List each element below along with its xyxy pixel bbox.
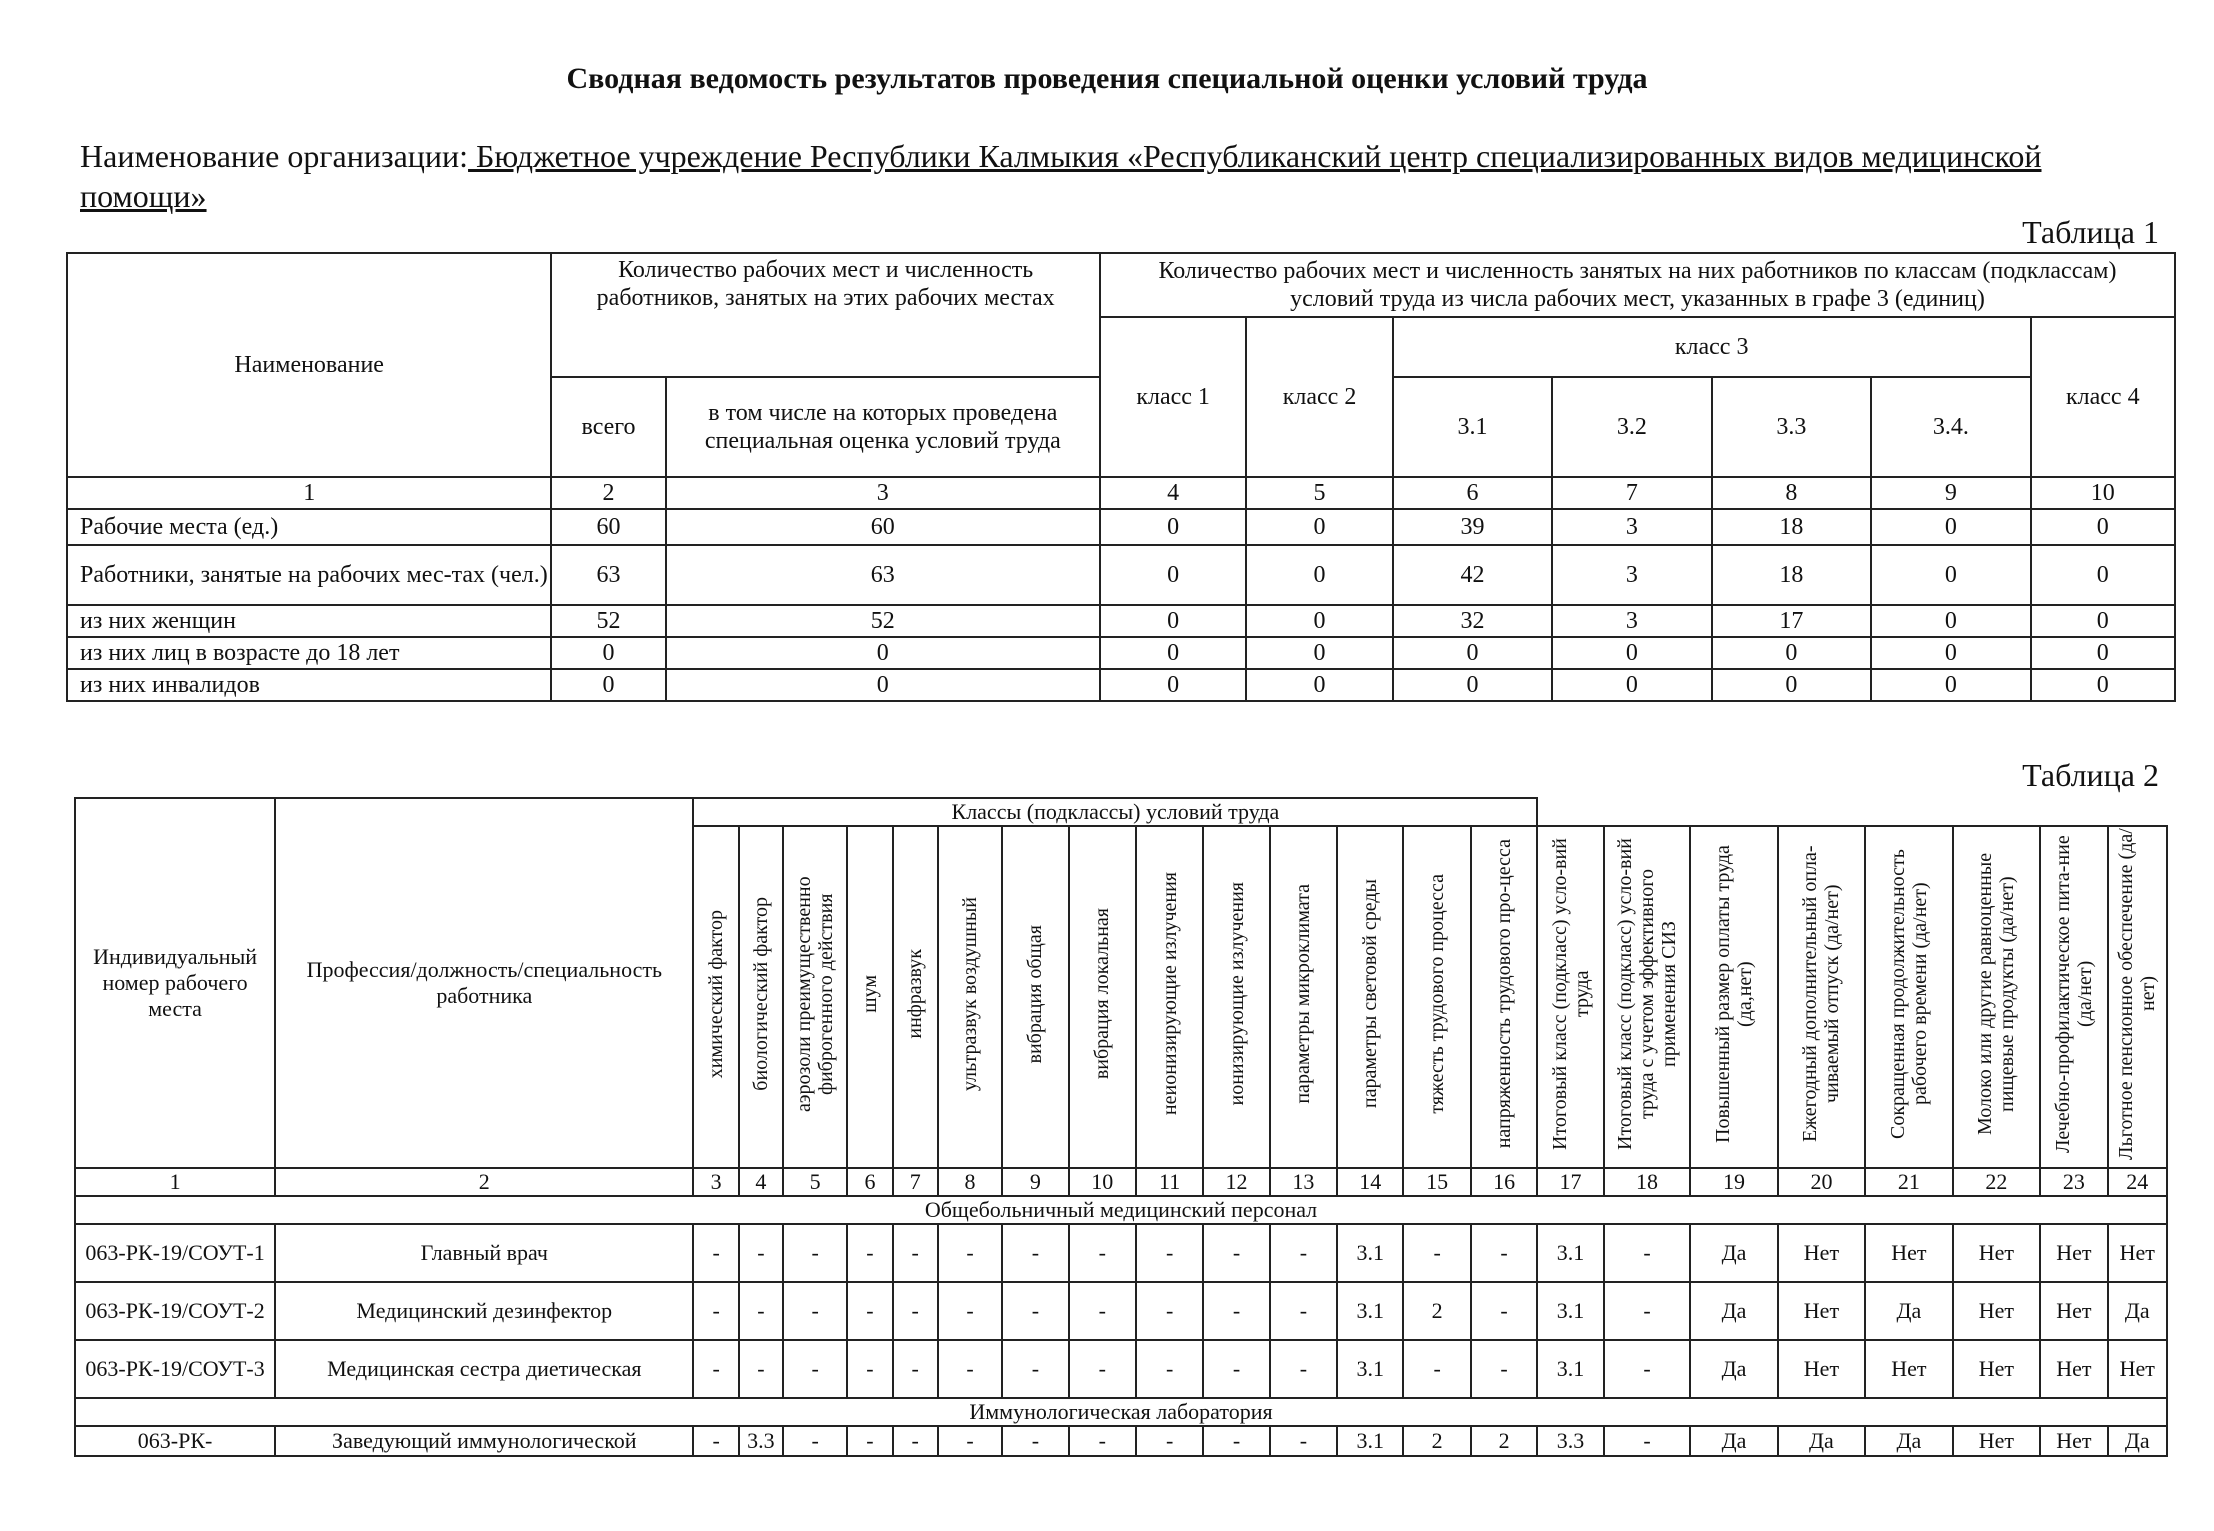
t1-row-label: из них женщин	[67, 605, 551, 637]
table2	[74, 797, 2168, 1457]
t1-cell: 0	[1871, 605, 2030, 637]
t1-header-3-2: 3.2	[1552, 377, 1711, 477]
t2-vertical-header-text: Повышенный размер оплаты труда (да,нет)	[1711, 845, 1756, 1143]
t1-cell: 0	[1100, 637, 1246, 669]
t2-column-number: 7	[893, 1168, 938, 1196]
t2-cell: Да	[2108, 1426, 2167, 1456]
t2-vertical-header	[1337, 826, 1403, 1168]
t2-column-number: 10	[1069, 1168, 1136, 1196]
t1-cell: 0	[2031, 669, 2175, 701]
t2-cell: Нет	[2040, 1282, 2107, 1340]
t2-cell: Да	[1690, 1224, 1777, 1282]
t2-vertical-header-text: Итоговый класс (подкласс) усло-вий труда	[1548, 838, 1593, 1150]
t2-cell: -	[1471, 1224, 1538, 1282]
t2-cell: Да	[1690, 1340, 1777, 1398]
t2-vertical-header-text: Льготное пенсионное обеспечение (да/нет)	[2115, 828, 2160, 1160]
t2-cell: Нет	[1778, 1224, 1865, 1282]
t2-cell: -	[1069, 1224, 1136, 1282]
t2-vertical-header	[1002, 826, 1068, 1168]
t2-cell: 2	[1471, 1426, 1538, 1456]
t2-cell: Нет	[1865, 1340, 1952, 1398]
t1-header-quantity: Количество рабочих мест и численность работников, занятых на этих рабочих местах	[551, 253, 1100, 377]
t2-vertical-header-text: химический фактор	[705, 909, 728, 1079]
t2-vertical-header	[938, 826, 1002, 1168]
t2-vertical-header	[1865, 826, 1952, 1168]
t2-column-number: 20	[1778, 1168, 1865, 1196]
t1-cell: 0	[1246, 545, 1392, 605]
t1-cell: 0	[1871, 509, 2030, 545]
t2-cell: -	[783, 1224, 847, 1282]
t1-cell: 0	[551, 637, 665, 669]
t2-cell: -	[938, 1426, 1002, 1456]
t2-cell: Нет	[1953, 1340, 2040, 1398]
t2-cell: 3.1	[1337, 1224, 1403, 1282]
t2-vertical-header-text: Лечебно-профилактическое пита-ние (да/нет)	[2051, 835, 2096, 1153]
t1-cell: 60	[666, 509, 1100, 545]
t2-column-number: 22	[1953, 1168, 2040, 1196]
t1-cell: 0	[1552, 637, 1711, 669]
t2-vertical-header	[1537, 826, 1603, 1168]
t2-cell: -	[783, 1426, 847, 1456]
t2-column-number: 16	[1471, 1168, 1538, 1196]
t1-cell: 18	[1712, 545, 1871, 605]
t2-cell: -	[1069, 1426, 1136, 1456]
t2-cell: -	[1604, 1340, 1690, 1398]
t2-cell: Нет	[1778, 1282, 1865, 1340]
t2-vertical-header	[2040, 826, 2107, 1168]
t2-cell: -	[1471, 1340, 1538, 1398]
t2-cell: -	[893, 1282, 938, 1340]
t2-vertical-header	[1069, 826, 1136, 1168]
t2-cell: 3.3	[1537, 1426, 1603, 1456]
t1-cell: 3	[1552, 509, 1711, 545]
t2-column-number: 6	[847, 1168, 892, 1196]
t1-cell: 0	[1246, 605, 1392, 637]
t1-cell: 0	[1871, 545, 2030, 605]
t2-cell: 3.1	[1337, 1282, 1403, 1340]
t2-cell: -	[847, 1282, 892, 1340]
t2-vertical-header	[1203, 826, 1269, 1168]
t2-cell: -	[739, 1224, 783, 1282]
t1-cell: 0	[2031, 605, 2175, 637]
t2-vertical-header-text: неионизирующие излучения	[1158, 872, 1181, 1116]
organization-label: Наименование организации:	[80, 138, 469, 174]
t2-cell: -	[1002, 1224, 1068, 1282]
t2-cell: -	[783, 1340, 847, 1398]
t1-header-class4: класс 4	[2031, 317, 2175, 477]
t2-cell: -	[1069, 1340, 1136, 1398]
t2-cell: Нет	[2108, 1224, 2167, 1282]
t2-cell: -	[1604, 1282, 1690, 1340]
t2-cell: -	[1270, 1340, 1337, 1398]
t2-header-id: Индивидуальный номер рабочего места	[75, 798, 275, 1168]
t2-cell: -	[693, 1282, 738, 1340]
t2-cell: -	[938, 1224, 1002, 1282]
t1-cell: 0	[1100, 545, 1246, 605]
t2-column-number: 9	[1002, 1168, 1068, 1196]
t1-column-number: 7	[1552, 477, 1711, 509]
t2-cell: Нет	[2040, 1426, 2107, 1456]
t2-cell: Да	[2108, 1282, 2167, 1340]
t2-cell: -	[693, 1224, 738, 1282]
t2-vertical-header	[1403, 826, 1470, 1168]
t2-cell: -	[739, 1282, 783, 1340]
t2-section-row	[75, 1398, 2167, 1426]
t2-row	[75, 1426, 2167, 1456]
t2-section-row	[75, 1196, 2167, 1224]
t1-row-label: из них лиц в возрасте до 18 лет	[67, 637, 551, 669]
t2-cell: -	[1002, 1340, 1068, 1398]
t1-row-label: из них инвалидов	[67, 669, 551, 701]
t2-column-number: 4	[739, 1168, 783, 1196]
t2-cell: -	[1270, 1426, 1337, 1456]
t2-cell: -	[847, 1426, 892, 1456]
t2-cell: -	[893, 1426, 938, 1456]
t1-row-label: Рабочие места (ед.)	[67, 509, 551, 545]
t2-cell: -	[1203, 1224, 1269, 1282]
t1-header-class3: класс 3	[1393, 317, 2031, 377]
t2-vertical-header-text: Сокращенная продолжительность рабочего времени (да/нет)	[1886, 849, 1931, 1139]
t2-cell: -	[693, 1426, 738, 1456]
t2-vertical-header-text: ультразвук воздушный	[959, 897, 982, 1091]
t1-cell: 0	[2031, 509, 2175, 545]
t2-cell: -	[693, 1340, 738, 1398]
t2-cell: -	[739, 1340, 783, 1398]
t1-row	[67, 669, 2175, 701]
t2-cell: -	[1136, 1224, 1203, 1282]
t1-row-label: Работники, занятые на рабочих мес-тах (чел.)	[67, 545, 551, 605]
t2-cell: -	[1604, 1224, 1690, 1282]
t1-cell: 0	[1712, 637, 1871, 669]
t1-column-number: 1	[67, 477, 551, 509]
t2-workplace-id: 063-РК-19/СОУТ-2	[75, 1282, 275, 1340]
t2-workplace-id: 063-РК-19/СОУТ-1	[75, 1224, 275, 1282]
t2-column-number: 17	[1537, 1168, 1603, 1196]
t2-vertical-header	[693, 826, 738, 1168]
t2-column-number: 19	[1690, 1168, 1777, 1196]
t1-cell: 0	[1246, 637, 1392, 669]
t1-header-classes: Количество рабочих мест и численность занятых на них работников по классам (подклассам) условий труда из числа рабочих мест, указанных в графе 3 (единиц)	[1100, 253, 2175, 317]
t2-vertical-header	[1471, 826, 1538, 1168]
t2-cell: 2	[1403, 1282, 1470, 1340]
t2-column-number: 3	[693, 1168, 738, 1196]
t1-column-number: 4	[1100, 477, 1246, 509]
t2-cell: -	[893, 1224, 938, 1282]
t1-header-class1: класс 1	[1100, 317, 1246, 477]
t1-header-sout: в том числе на которых проведена специальная оценка условий труда	[666, 377, 1100, 477]
organization-line	[80, 136, 2140, 216]
t2-cell: Нет	[1953, 1224, 2040, 1282]
t1-cell: 0	[1246, 509, 1392, 545]
t2-cell: 3.3	[739, 1426, 783, 1456]
t2-cell: Да	[1690, 1282, 1777, 1340]
t2-cell: -	[783, 1282, 847, 1340]
t2-vertical-header	[1778, 826, 1865, 1168]
t1-cell: 63	[551, 545, 665, 605]
table2-caption: Таблица 2	[2022, 757, 2159, 793]
t1-cell: 0	[1393, 669, 1552, 701]
t2-cell: -	[938, 1340, 1002, 1398]
t2-column-number: 24	[2108, 1168, 2167, 1196]
t2-vertical-header-text: Молоко или другие равноценные пищевые продукты (да/нет)	[1974, 852, 2019, 1136]
t2-vertical-header	[1604, 826, 1690, 1168]
table1	[66, 252, 2176, 702]
t2-cell: Да	[1690, 1426, 1777, 1456]
t2-vertical-header	[739, 826, 783, 1168]
t1-header-3-1: 3.1	[1393, 377, 1552, 477]
t2-row	[75, 1282, 2167, 1340]
t2-vertical-header-text: вибрация общая	[1024, 924, 1047, 1064]
t2-column-number: 18	[1604, 1168, 1690, 1196]
t1-column-number: 8	[1712, 477, 1871, 509]
t2-column-number: 1	[75, 1168, 275, 1196]
table1-caption: Таблица 1	[2022, 214, 2159, 250]
t2-column-number: 12	[1203, 1168, 1269, 1196]
t2-cell: Нет	[1953, 1282, 2040, 1340]
t2-vertical-header-text: напряженность трудового про-цесса	[1493, 839, 1516, 1149]
t2-column-number: 23	[2040, 1168, 2107, 1196]
t1-column-number: 2	[551, 477, 665, 509]
t2-cell: 3.1	[1537, 1282, 1603, 1340]
t1-row	[67, 545, 2175, 605]
t2-cell: Нет	[1953, 1426, 2040, 1456]
t1-column-number: 6	[1393, 477, 1552, 509]
t2-cell: 3.1	[1537, 1224, 1603, 1282]
t2-vertical-header-text: Ежегодный дополнительный опла-чиваемый отпуск (да/нет)	[1799, 845, 1844, 1143]
t1-column-number: 9	[1871, 477, 2030, 509]
t2-cell: -	[1002, 1282, 1068, 1340]
t2-row	[75, 1224, 2167, 1282]
t1-cell: 0	[666, 637, 1100, 669]
t2-cell: -	[1403, 1340, 1470, 1398]
t1-cell: 0	[1100, 669, 1246, 701]
t1-header-name: Наименование	[67, 253, 551, 477]
t2-row	[75, 1340, 2167, 1398]
t2-workplace-id: 063-РК-19/СОУТ-3	[75, 1340, 275, 1398]
t2-cell: -	[1002, 1426, 1068, 1456]
t1-cell: 0	[551, 669, 665, 701]
t1-cell: 0	[1871, 637, 2030, 669]
t1-cell: 32	[1393, 605, 1552, 637]
t2-profession: Медицинский дезинфектор	[275, 1282, 693, 1340]
t2-cell: Да	[1778, 1426, 1865, 1456]
t2-vertical-header-text: вибрация локальная	[1091, 908, 1114, 1080]
t2-workplace-id: 063-РК-	[75, 1426, 275, 1456]
t1-cell: 39	[1393, 509, 1552, 545]
t2-column-number: 8	[938, 1168, 1002, 1196]
t2-section-title: Иммунологическая лаборатория	[75, 1398, 2167, 1426]
t1-cell: 0	[2031, 637, 2175, 669]
t2-vertical-header	[783, 826, 847, 1168]
t2-vertical-header-text: ионизирующие излучения	[1225, 882, 1248, 1106]
t2-vertical-header	[847, 826, 892, 1168]
t2-column-number: 13	[1270, 1168, 1337, 1196]
t1-header-total: всего	[551, 377, 665, 477]
t1-cell: 52	[666, 605, 1100, 637]
t2-cell: -	[893, 1340, 938, 1398]
t2-column-number: 21	[1865, 1168, 1952, 1196]
t2-cell: -	[847, 1340, 892, 1398]
t2-profession: Заведующий иммунологической	[275, 1426, 693, 1456]
t1-cell: 0	[1552, 669, 1711, 701]
t2-column-number: 2	[275, 1168, 693, 1196]
t1-column-number: 5	[1246, 477, 1392, 509]
t2-cell: -	[1136, 1282, 1203, 1340]
t1-cell: 0	[1871, 669, 2030, 701]
t1-cell: 0	[1393, 637, 1552, 669]
t1-row	[67, 509, 2175, 545]
t1-cell: 0	[1100, 605, 1246, 637]
t2-section-title: Общебольничный медицинский персонал	[75, 1196, 2167, 1224]
t2-cell: Да	[1865, 1282, 1952, 1340]
t2-cell: Да	[1865, 1426, 1952, 1456]
t1-cell: 0	[1100, 509, 1246, 545]
t2-vertical-header	[2108, 826, 2167, 1168]
t2-column-number: 11	[1136, 1168, 1203, 1196]
t2-vertical-header	[1136, 826, 1203, 1168]
t2-cell: -	[1203, 1282, 1269, 1340]
t1-cell: 0	[1712, 669, 1871, 701]
t2-header-profession: Профессия/должность/специальность работника	[275, 798, 693, 1168]
t2-cell: -	[1471, 1282, 1538, 1340]
t2-vertical-header-text: инфразвук	[904, 949, 927, 1039]
t2-cell: -	[1069, 1282, 1136, 1340]
t2-cell: 3.1	[1337, 1340, 1403, 1398]
t2-vertical-header-text: биологический фактор	[749, 897, 772, 1091]
t1-row	[67, 637, 2175, 669]
t2-cell: -	[1136, 1340, 1203, 1398]
t1-cell: 3	[1552, 545, 1711, 605]
t1-cell: 52	[551, 605, 665, 637]
t1-number-row	[67, 477, 2175, 509]
t2-cell: Нет	[2040, 1224, 2107, 1282]
t2-cell: 3.1	[1537, 1340, 1603, 1398]
t1-cell: 0	[1246, 669, 1392, 701]
t1-cell: 17	[1712, 605, 1871, 637]
t2-vertical-header	[1690, 826, 1777, 1168]
t2-vertical-header	[893, 826, 938, 1168]
t1-cell: 0	[666, 669, 1100, 701]
t2-column-number: 15	[1403, 1168, 1470, 1196]
t2-profession: Медицинская сестра диетическая	[275, 1340, 693, 1398]
t2-cell: Нет	[1865, 1224, 1952, 1282]
t1-row	[67, 605, 2175, 637]
t2-cell: Нет	[2040, 1340, 2107, 1398]
t2-cell: Нет	[1778, 1340, 1865, 1398]
t1-header-class2: класс 2	[1246, 317, 1392, 477]
t2-cell: -	[1604, 1426, 1690, 1456]
t1-cell: 18	[1712, 509, 1871, 545]
t2-cell: -	[1136, 1426, 1203, 1456]
t1-column-number: 3	[666, 477, 1100, 509]
t2-vertical-header	[1270, 826, 1337, 1168]
t2-cell: Нет	[2108, 1340, 2167, 1398]
t1-header-3-3: 3.3	[1712, 377, 1871, 477]
organization-name: Бюджетное учреждение Республики Калмыкия «Республиканский центр специализированных видов медицинской помощи»	[80, 138, 2042, 214]
page-title: Сводная ведомость результатов проведения специальной оценки условий труда	[566, 62, 1648, 95]
t2-vertical-header-text: шум	[858, 975, 881, 1013]
t2-cell: -	[847, 1224, 892, 1282]
t1-cell: 42	[1393, 545, 1552, 605]
t2-cell: -	[1270, 1224, 1337, 1282]
t2-vertical-header	[1953, 826, 2040, 1168]
t1-cell: 60	[551, 509, 665, 545]
t2-vertical-header-text: Итоговый класс (подкласс) усло-вий труда с учетом эффективного применения СИЗ	[1613, 838, 1680, 1150]
t2-profession: Главный врач	[275, 1224, 693, 1282]
t2-cell: -	[1203, 1426, 1269, 1456]
t2-column-number: 14	[1337, 1168, 1403, 1196]
t2-cell: 2	[1403, 1426, 1470, 1456]
t2-header-classes: Классы (подклассы) условий труда	[693, 798, 1537, 826]
t1-header-3-4: 3.4.	[1871, 377, 2030, 477]
t2-cell: -	[938, 1282, 1002, 1340]
t2-vertical-header-text: параметры световой среды	[1359, 879, 1382, 1109]
t2-cell: -	[1203, 1340, 1269, 1398]
t2-cell: -	[1270, 1282, 1337, 1340]
t1-cell: 63	[666, 545, 1100, 605]
t2-vertical-header-text: тяжесть трудового процесса	[1426, 874, 1449, 1114]
t1-cell: 0	[2031, 545, 2175, 605]
t2-vertical-header-text: параметры микроклимата	[1292, 884, 1315, 1104]
t2-cell: 3.1	[1337, 1426, 1403, 1456]
t2-column-number: 5	[783, 1168, 847, 1196]
t2-vertical-header-text: аэрозоли преимущественно фиброгенного действия	[793, 876, 838, 1112]
t2-number-row	[75, 1168, 2167, 1196]
t2-cell: -	[1403, 1224, 1470, 1282]
t1-cell: 3	[1552, 605, 1711, 637]
t1-column-number: 10	[2031, 477, 2175, 509]
